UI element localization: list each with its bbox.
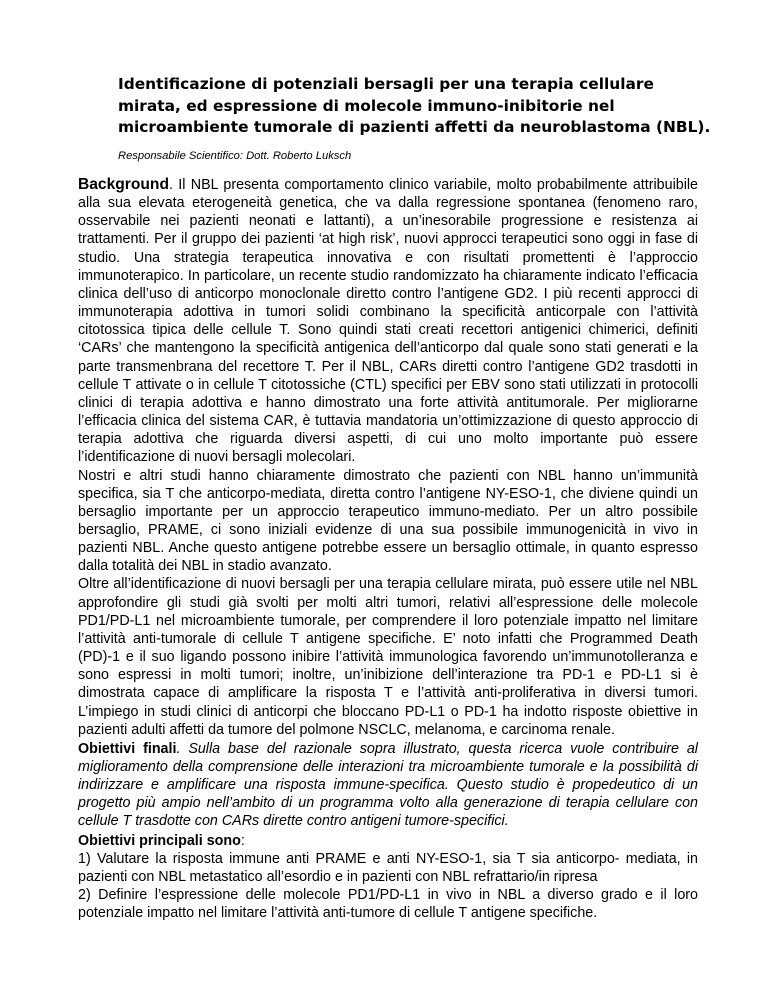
objectives-final-heading: Obiettivi finali: [78, 740, 177, 757]
document-body: [78, 176, 698, 922]
background-paragraph: [78, 176, 698, 467]
document-title: Identificazione di potenziali bersagli per una terapia cellulare mirata, ed espressione di molecole immuno-inibitorie nel microambiente tumorale di pazienti affetti da neuroblastoma (NBL).: [118, 75, 711, 137]
scientific-responsible: Responsabile Scientifico: Dott. Roberto Luksch: [118, 150, 352, 162]
background-heading: Background: [78, 176, 169, 193]
objectives-main-heading: Obiettivi principali sono: [78, 832, 241, 849]
objectives-main-heading-line: [78, 832, 698, 850]
objective-item-2: 2) Definire l’espressione delle molecole PD1/PD-L1 in vivo in NBL a diverso grado e il loro potenziale impatto nel limitare l’attività anti-tumore di cellule T antigene specifiche.: [78, 887, 698, 922]
background-text: . Il NBL presenta comportamento clinico variabile, molto probabilmente attribuibile alla sua elevata eterogeneità genetica, che va dalla regressione spontanea (fenomeno raro, osservabile nei pazienti neonati e lattanti), a un’inesorabile progressione e resistenza ai trattamenti. Per il gruppo dei pazienti ‘at high risk’, nuovi approcci terapeutici sono oggi in fase di studio. Una strategia terapeutica innovativa e con risultati promettenti è l’approccio immunoterapico. In particolare, un recente studio randomizzato ha chiaramente indicato l’efficacia clinica dell’uso di anticorpo monoclonale diretto contro l’antigene GD2. I più recenti approcci di immunoterapia adottiva in tumori solidi combinano la specificità anticorpale con l’attività citotossica tipica delle cellule T. Sono quindi stati creati recettori antigenici chimerici, definiti ‘CARs’ che mantengono la specificità antigenica dell’anticorpo dal quale sono stati generati e la parte transmenbrana del recettore T. Per il NBL, CARs diretti contro l’antigene GD2 trasdotti in cellule T attivate o in cellule T citotossiche (CTL) specifici per EBV sono stati utilizzati in protocolli clinici di terapia adottiva e hanno dimostrato una forte attività antitumorale. Per migliorarne l’efficacia clinica del sistema CAR, è tuttavia mandatoria un’ottimizzazione di questo approccio di terapia adottiva che riguarda diversi aspetti, di cui uno molto importante può essere l’identificazione di nuovi bersagli molecolari.: [78, 177, 698, 466]
background-paragraph-3: Oltre all’identificazione di nuovi bersagli per una terapia cellulare mirata, può essere utile nel NBL approfondire gli studi già svolti per molti altri tumori, relativi all’espressione delle molecole PD1/PD-L1 nel microambiente tumorale, per comprendere il loro potenziale impatto nel limitare l’attività anti-tumorale di cellule T antigene specifiche. E’ noto infatti che Programmed Death (PD)-1 e il suo ligando possono inibire l’attività immunologica favorendo un’immunotolleranza e sono espressi in molti tumori; inoltre, un’inibizione dell’interazione tra PD-1 e PD-L1 si è dimostrata capace di amplificare la risposta T e l’attività anti-proliferativa in diversi tumori. L’impiego in studi clinici di anticorpi che bloccano PD-L1 o PD-1 ha indotto risposte obiettive in pazienti adulti affetti da tumore del polmone NSCLC, melanoma, e carcinoma renale.: [78, 576, 698, 738]
objectives-main-colon: :: [240, 832, 245, 849]
background-paragraph-2: Nostri e altri studi hanno chiaramente dimostrato che pazienti con NBL hanno un’immunità specifica, sia T che anticorpo-mediata, diretta contro l’antigene NY-ESO-1, che diviene quindi un bersaglio importante per un approccio terapeutico immuno-mediato. Per un altro possibile bersaglio, PRAME, ci sono iniziali evidenze di una sua possibile immunogenicità in vivo in pazienti NBL. Anche questo antigene potrebbe essere un bersaglio ottimale, in quanto espresso dalla totalità dei NBL in stadio avanzato.: [78, 467, 698, 575]
objectives-final-text: . Sulla base del razionale sopra illustrato, questa ricerca vuole contribuire al miglioramento della comprensione delle interazioni tra microambiente tumorale e la possibilità di indirizzare e amplificare una risposta immune-specifica. Questo studio è propedeutico di un progetto più ampio nell’ambito di un programma volto alla generazione di terapia cellulare con cellule T trasdotte con CARs dirette contro antigeni tumore-specifici.: [78, 740, 698, 830]
objective-item-1: 1) Valutare la risposta immune anti PRAME e anti NY-ESO-1, sia T sia anticorpo- mediata, in pazienti con NBL metastatico all’esordio e in pazienti con NBL refrattario/in ripresa: [78, 850, 698, 885]
objectives-final-paragraph: [78, 740, 698, 831]
